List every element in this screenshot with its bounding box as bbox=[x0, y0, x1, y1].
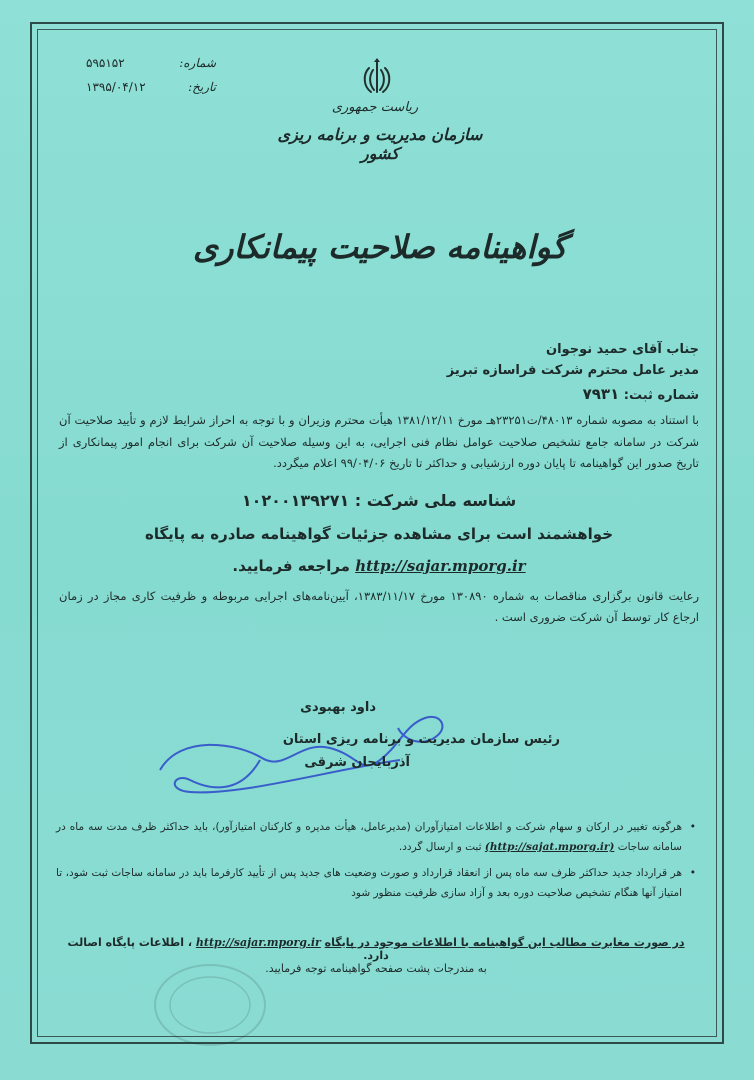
notes-list bbox=[56, 818, 696, 910]
number-label: شماره: bbox=[179, 56, 216, 70]
certificate-title: گواهینامه صلاحیت پیمانکاری bbox=[193, 228, 567, 266]
signer-title-line2: آذربایجان شرقی bbox=[304, 755, 410, 771]
presidency-label: ریاست جمهوری bbox=[331, 100, 419, 115]
national-id: شناسه ملی شرکت : ۱۰۲۰۰۱۳۹۲۷۱ bbox=[241, 491, 517, 511]
approval-paragraph: با استناد به مصوبه شماره ۴۸۰۱۳/ت۲۳۲۵۱هـ مورخ ۱۳۸۱/۱۲/۱۱ هیأت محترم وزیران و با توجه به احراز شرایط لازم و تأیید صلاحیت آن شرکت در سامانه جامع تشخیص صلاحیت عوامل نظام فنی اجرایی، به این وسیله صلاحیت آن شرکت برای انجام امور پیمانکاری از تاریخ صدور این گواهینامه تا پایان دوره ارزشیابی و حداکثر تا تاریخ ۹۹/۰۴/۰۶ اعلام میگردد. bbox=[59, 413, 699, 470]
number-value: ۵۹۵۱۵۲ bbox=[86, 56, 125, 70]
validity-text: در صورت مغایرت مطالب این گواهینامه با اطلاعات موجود در پایگاه bbox=[324, 936, 685, 949]
date-label: تاریخ: bbox=[188, 80, 216, 94]
note-1-text: هرگونه تغییر در ارکان و سهام شرکت و اطلاعات امتیازآوران (مدیرعامل، هیأت مدیره و کارکنان امتیازآور)، باید حداکثر ظرف مدت سه ماه در سامانه ساجات bbox=[56, 821, 682, 853]
validity-notice bbox=[56, 936, 696, 962]
registration-value: ۷۹۳۱ bbox=[582, 384, 620, 403]
compliance-paragraph: رعایت قانون برگزاری مناقصات به شماره ۱۳۰۸۹۰ مورخ ۱۳۸۳/۱۱/۱۷، آیین‌نامه‌های اجرایی مربوطه و ظرفیت کاری مجاز در زمان ارجاع کار توسط آن شرکت ضروری است . bbox=[59, 588, 700, 625]
note-1-tail: ثبت و ارسال گردد. bbox=[398, 840, 482, 853]
signer-title-line1: رئیس سازمان مدیریت و برنامه ریزی استان bbox=[282, 732, 560, 747]
sajat-link[interactable]: (http://sajat.mporg.ir) bbox=[484, 840, 615, 853]
note-2-text: هر قرارداد جدید حداکثر ظرف سه ماه پس از انعقاد قرارداد و صورت وضعیت های جدید پس از تأیید کارفرما باید در سامانه ساجات ثبت شود، تا امتیاز آنها هنگام تشخیص صلاحیت دوره بعد و آزاد سازی ظرفیت منظور شود bbox=[56, 866, 682, 899]
faint-stamp-icon bbox=[150, 960, 270, 1050]
note-item bbox=[56, 864, 696, 904]
registration-label: شماره ثبت: bbox=[623, 387, 699, 403]
back-page-notice: به مندرجات پشت صفحه گواهینامه توجه فرمایید. bbox=[265, 962, 487, 975]
signer-title bbox=[200, 728, 560, 775]
signer-name: داود بهبودی bbox=[300, 700, 376, 715]
request-tail: مراجعه فرمایید. bbox=[232, 556, 350, 575]
sajar-link[interactable]: http://sajar.mporg.ir bbox=[355, 556, 526, 575]
organization-name: سازمان مدیریت و برنامه ریزی کشور bbox=[277, 125, 483, 163]
company-line: مدیر عامل محترم شرکت فراسازه تبریز bbox=[446, 362, 699, 378]
date-value: ۱۳۹۵/۰۴/۱۲ bbox=[86, 80, 146, 94]
validity-tail: ، اطلاعات پایگاه اصالت دارد. bbox=[67, 936, 389, 962]
note-item bbox=[56, 818, 696, 858]
footer-sajar-link[interactable]: http://sajar.mporg.ir bbox=[195, 936, 321, 949]
recipient-name: جناب آقای حمید نوجوان bbox=[546, 342, 699, 357]
request-line: خواهشمند است برای مشاهده جزئیات گواهینامه صادره به پایگاه bbox=[144, 524, 614, 543]
